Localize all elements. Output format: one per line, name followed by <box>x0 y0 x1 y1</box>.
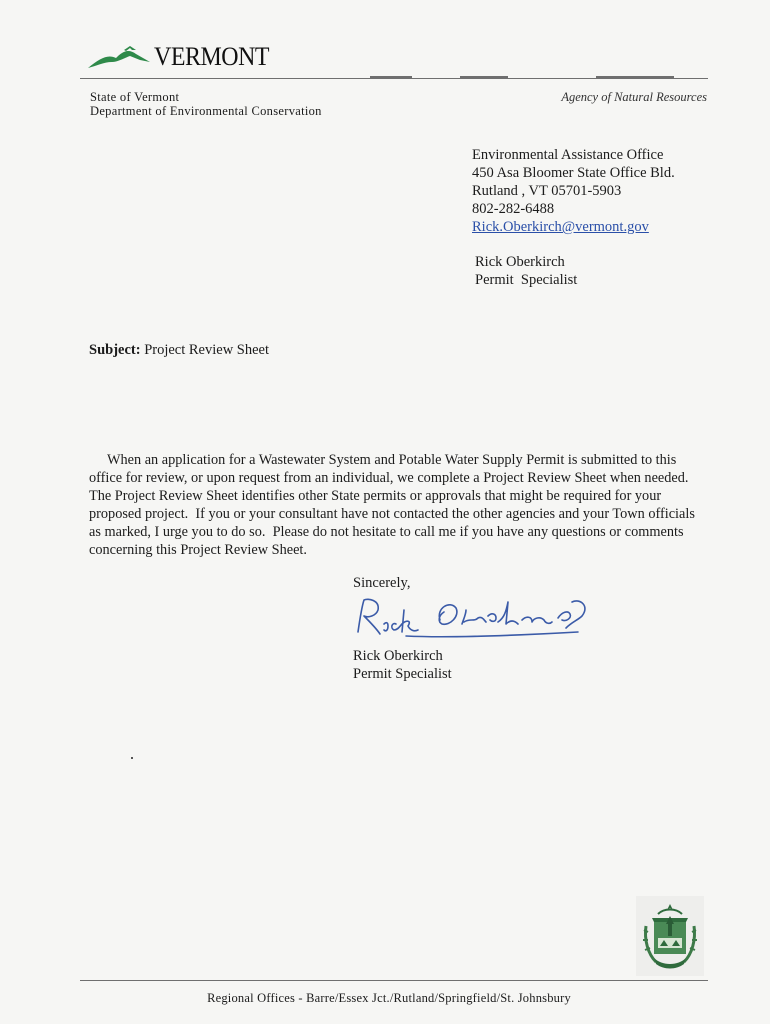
contact-block <box>475 253 577 289</box>
footer-text: Regional Offices - Barre/Essex Jct./Rutland/Springfield/St. Johnsbury <box>207 991 571 1005</box>
footer-regional-offices <box>0 991 770 1006</box>
body-paragraph <box>89 451 699 559</box>
subject-label: Subject: <box>89 342 141 358</box>
office-name: Environmental Assistance Office <box>472 147 664 163</box>
signer-block <box>353 647 452 683</box>
contact-name: Rick Oberkirch <box>475 254 565 270</box>
contact-title: Permit Specialist <box>475 272 578 288</box>
office-address <box>472 146 675 236</box>
signer-name: Rick Oberkirch <box>353 648 443 664</box>
mountain-logo-icon <box>86 44 156 70</box>
department-name: Department of Environmental Conservation <box>90 104 322 118</box>
divider-fragment <box>370 76 412 78</box>
state-name: State of Vermont <box>90 90 180 104</box>
body-text: When an application for a Wastewater System and Potable Water Supply Permit is submitted to this office for review, or upon request from an individual, we complete a Project Review Sheet when needed. The Project Review Sheet identifies other State permits or approvals that might be required for your proposed project. If you or your consultant have not contacted the other agencies and your Town officials as marked, I urge you to do so. Please do not hesitate to call me if you have any questions or comments concerning this Project Review Sheet. <box>89 452 699 558</box>
logo-wordmark: VERMONT <box>154 42 270 71</box>
office-street: 450 Asa Bloomer State Office Bld. <box>472 165 675 181</box>
vermont-seal-icon <box>636 896 704 976</box>
subject-text: Project Review Sheet <box>144 342 270 358</box>
divider-fragment <box>460 76 508 78</box>
top-divider <box>80 78 708 79</box>
signer-title: Permit Specialist <box>353 666 452 682</box>
vermont-logo <box>86 40 286 74</box>
scan-speck <box>131 757 133 759</box>
bottom-divider <box>80 980 708 981</box>
agency-name: Agency of Natural Resources <box>561 90 707 104</box>
email-link[interactable]: Rick.Oberkirch@vermont.gov <box>472 219 649 235</box>
office-phone: 802-282-6488 <box>472 201 555 217</box>
closing-salutation: Sincerely, <box>353 575 411 591</box>
handwritten-signature <box>346 588 608 644</box>
office-city: Rutland , VT 05701-5903 <box>472 183 622 199</box>
subject-line <box>89 342 269 359</box>
divider-fragment <box>596 76 674 78</box>
